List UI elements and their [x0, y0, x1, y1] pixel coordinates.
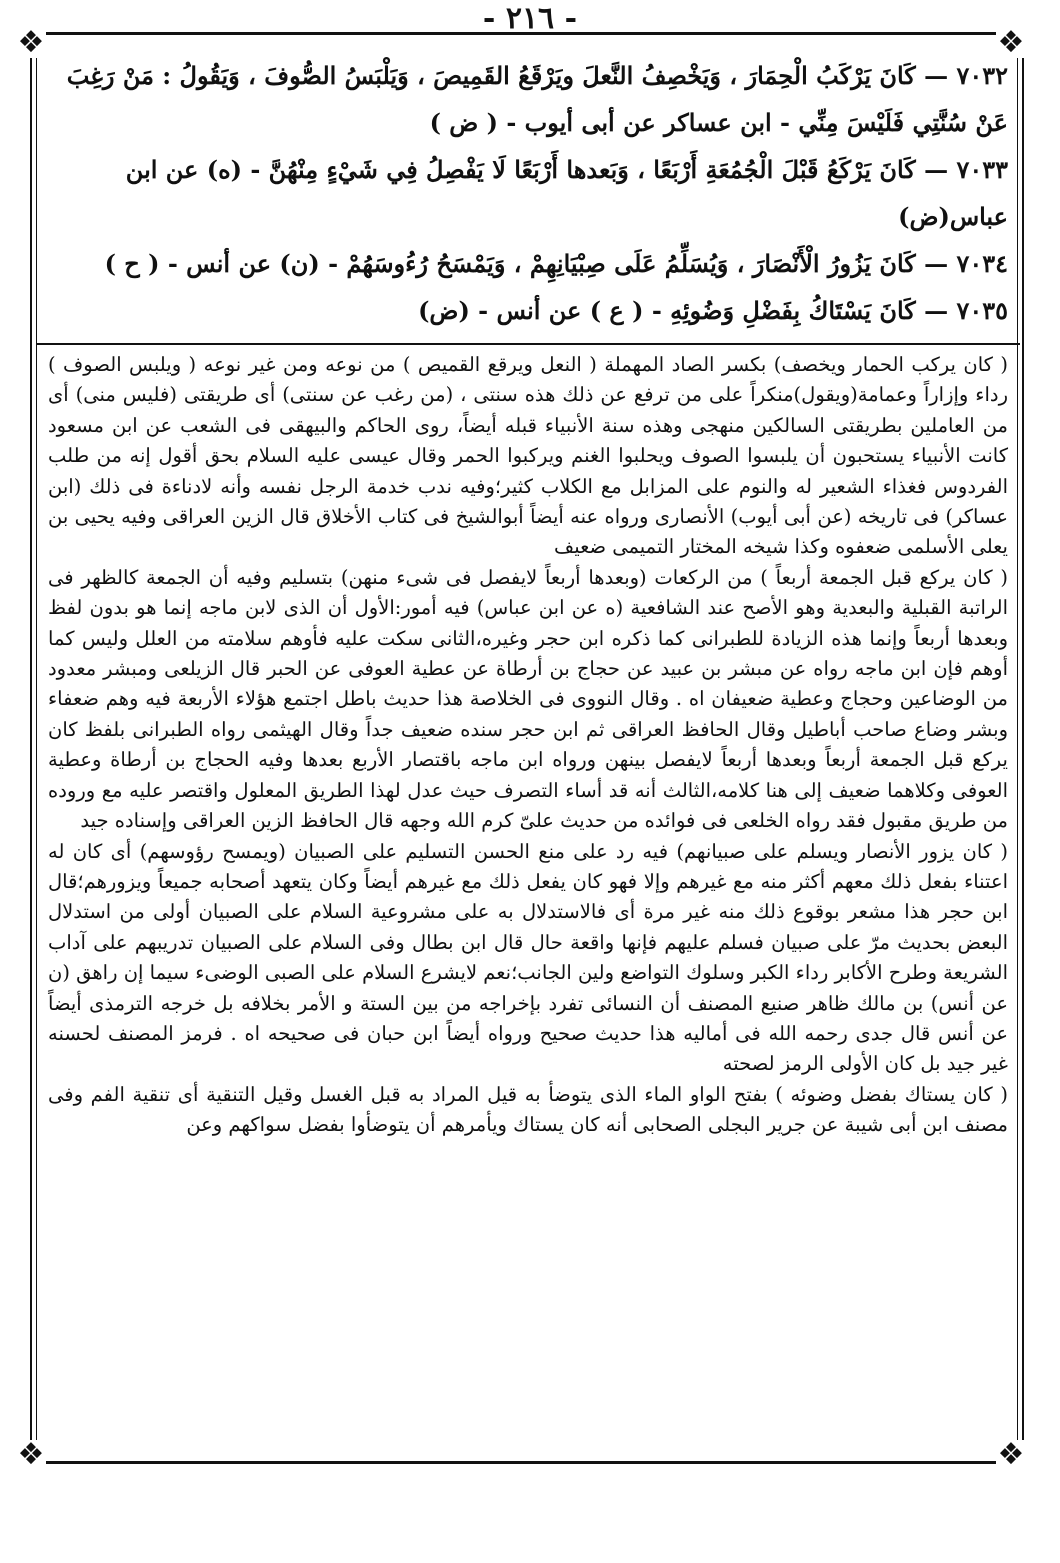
hadith-number: ٧٠٣٤: [956, 249, 1008, 278]
corner-ornament-icon: ❖: [17, 1437, 45, 1472]
corner-ornament-icon: ❖: [997, 1437, 1025, 1472]
hadith-number: ٧٠٣٢: [956, 61, 1008, 90]
hadith-entry: [48, 240, 1008, 287]
hadith-number: ٧٠٣٥: [956, 296, 1008, 325]
commentary-paragraph: ( كان يستاك بفضل وضوئه ) بفتح الواو الماء الذى يتوضأ به قيل المراد به قبل الغسل وقيل التنقية أى تنقية الفم وفى مصنف ابن أبى شيبة عن جرير البجلى الصحابى أنه كان يستاك ويأمرهم أن يتوضأوا بفضل سواكهم وعن: [48, 1082, 1008, 1137]
hadith-entry: [48, 287, 1008, 334]
hadith-text: — كَانَ يَرْكَبُ الْحِمَارَ ، وَيَخْصِفُ النَّعلَ ويَرْقَعُ القَمِيصَ ، وَيَلْبَسُ الصُّوفَ ، وَيَقُولُ : مَنْ رَغِبَ عَنْ سُنَّتِي فَلَيْسَ مِنِّي - ابن عساكر عن أبى أيوب - ( ض ): [66, 61, 1008, 137]
hadith-entry: [48, 146, 1008, 240]
section-divider: [36, 343, 1020, 345]
commentary-paragraph: ( كان يركب الحمار ويخصف) بكسر الصاد المهملة ( النعل ويرقع القميص ) من نوعه ومن غير نوعه ( ويلبس الصوف ) رداء وإزاراً وعمامة(ويقول)منكراً على من ترفع عن ذلك هذه سنتى ، (من رغب عن سنتى) أى طريقتى (فليس منى) أى من العاملين بطريقتى السالكين منهجى وهذه سنة الأنبياء قبله أيضاً، روى الحاكم والبيهقى فى الشعب عن ابن مسعود كانت الأنبياء يستحبون أن يلبسوا الصوف ويحلبوا الغنم ويركبوا الحمر وقال عيسى عليه السلام بحق أقول إنه من طلب الفردوس فغذاء الشعير له والنوم على المزابل مع الكلاب كثير؛وفيه ندب خدمة الرجل نفسه وأنه لادناءة فى ذلك (ابن عساكر) فى تاريخه (عن أبى أيوب) الأنصارى ورواه عنه أيضاً أبوالشيخ فى كتاب الأخلاق قال الزين العراقى وفيه يحيى بن يعلى الأسلمى ضعفوه وكذا شيخه المختار التميمى ضعيف: [48, 353, 1008, 559]
hadith-texts: [48, 52, 1008, 334]
commentary-paragraph: ( كان يزور الأنصار ويسلم على صبيانهم) فيه رد على منع الحسن التسليم على الصبيان (ويمسح رؤوسهم) أى كان له اعتناء بفعل ذلك معهم أكثر منه مع غيرهم وإلا فهو كان يفعل ذلك مع غيرهم أيضاً وكان يتعهد أصحابه جميعاً ويزورهم؛قال ابن حجر هذا مشعر بوقوع ذلك منه غير مرة أى فالاستدلال به على مشروعية السلام على الصبيان أولى من استدلال البعض بحديث مرّ على صبيان فسلم عليهم فإنها واقعة حال قال ابن بطال وفى السلام على الصبيان تدريبهم على آداب الشريعة وطرح الأكابر رداء الكبر وسلوك التواضع ولين الجانب؛نعم لايشرع السلام على الصبى الوضىء سيما إن راهق (ن عن أنس) بن مالك ظاهر صنيع المصنف أن النسائى تفرد بإخراجه من بين الستة و الأمر بخلافه بل خرجه الترمذى أيضاً عن أنس قال جدى رحمه الله فى أماليه هذا حديث صحيح ورواه أيضاً ابن حبان فى صحيحه اه . فرمز المصنف لحسنه غير جيد بل كان الأولى الرمز لصحته: [48, 839, 1008, 1076]
hadith-entry: [48, 52, 1008, 146]
hadith-text: — كَانَ يَرْكَعُ قَبْلَ الْجُمُعَةِ أَرْبَعًا ، وَبَعدها أَرْبَعًا لَا يَفْصِلُ فِي شَيْءٍ مِنْهُنَّ - (ه) عن ابن عباس(ض): [125, 155, 1008, 231]
hadith-number: ٧٠٣٣: [956, 155, 1008, 184]
hadith-text: — كَانَ يَسْتَاكُ بِفَضْلِ وَضُوئِهِ - ( ع ) عن أنس - (ض): [418, 296, 949, 325]
commentary-section: [48, 350, 1008, 1141]
corner-ornament-icon: ❖: [17, 25, 45, 60]
commentary-paragraph: ( كان يركع قبل الجمعة أربعاً ) من الركعات (وبعدها أربعاً لايفصل فى شىء منهن) بتسليم وفيه أن الجمعة كالظهر فى الراتبة القبلية والبعدية وهو الأصح عند الشافعية (ه عن ابن عباس) فيه أمور:الأول أن الذى لابن ماجه إنما هو بدون لفظ وبعدها أربعاً وإنما هذه الزيادة للطبرانى كما ذكره ابن حجر وغيره،الثانى سكت عليه فأوهم سلامته من العلل وليس كما أوهم فإن ابن ماجه رواه عن مبشر بن عبيد عن حجاج بن أرطاة عن عطية العوفى عن الحبر قال الزيلعى ومبشر معدود من الوضاعين وحجاج وعطية ضعيفان اه . وقال النووى فى الخلاصة هذا حديث باطل اجتمع هؤلاء الأربعة فيه وهم ضعفاء وبشر وضاع صاحب أباطيل وقال الحافظ العراقى ثم ابن حجر سنده ضعيف جداً وقال الهيثمى رواه الطبرانى بلفظ كان يركع قبل الجمعة أربعاً وبعدها أربعاً لايفصل بينهن ورواه ابن ماجه باقتصار الأربع بعدها وفيه الحجاج بن أرطاة وعطية العوفى وكلاهما ضعيف إلى هنا كلامه،الثالث أنه قد أساء التصرف حيث عدل لهذا الطريق المعلول واقتصر عليه مع وروده من طريق مقبول فقد رواه الخلعى فى فوائده من حديث علىّ كرم الله وجهه قال الحافظ الزين العراقى وإسناده جيد: [48, 565, 1008, 833]
page-number: - ٢١٦ -: [482, 1, 578, 36]
hadith-text: — كَانَ يَزُورُ الْأَنْصَارَ ، وَيُسَلِّمُ عَلَى صِبْيَانِهِمْ ، وَيَمْسَحُ رُءُوسَهُمْ - (ن) عن أنس - ( ح ): [104, 249, 949, 278]
corner-ornament-icon: ❖: [997, 25, 1025, 60]
